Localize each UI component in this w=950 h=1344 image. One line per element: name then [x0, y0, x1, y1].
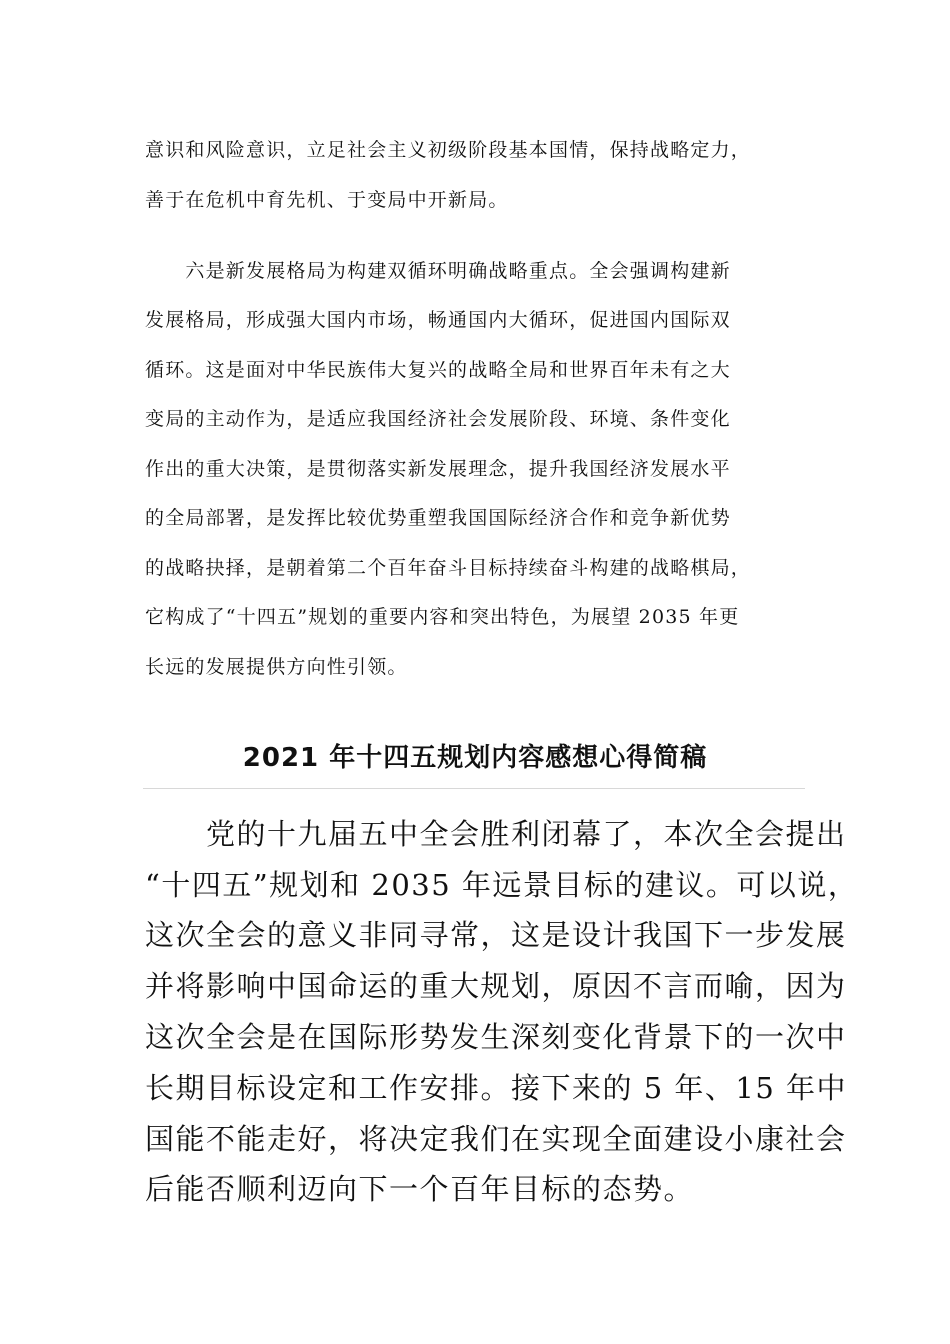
paragraph-line: 这次全会的意义非同寻常，这是设计我国下一步发展: [145, 918, 847, 952]
paragraph-line: 它构成了“十四五”规划的重要内容和突出特色，为展望 2035 年更: [145, 606, 740, 628]
title-divider: [143, 788, 805, 789]
article-title: 2021 年十四五规划内容感想心得简稿: [242, 743, 708, 773]
paragraph-line: 六是新发展格局为构建双循环明确战略重点。全会强调构建新: [145, 260, 731, 282]
paragraph-line: 变局的主动作为，是适应我国经济社会发展阶段、环境、条件变化: [145, 408, 731, 430]
paragraph-line: 意识和风险意识，立足社会主义初级阶段基本国情，保持战略定力，: [145, 139, 752, 161]
paragraph-line: 长期目标设定和工作安排。接下来的 5 年、15 年中: [145, 1071, 848, 1105]
paragraph-line: 长远的发展提供方向性引领。: [145, 656, 408, 678]
paragraph-line: 党的十九届五中全会胜利闭幕了，本次全会提出: [145, 817, 847, 851]
paragraph-line: 的战略抉择，是朝着第二个百年奋斗目标持续奋斗构建的战略棋局，: [145, 557, 752, 579]
paragraph-line: 这次全会是在国际形势发生深刻变化背景下的一次中: [145, 1020, 847, 1054]
paragraph-line: “十四五”规划和 2035 年远景目标的建议。可以说，: [145, 868, 859, 902]
paragraph-line: 善于在危机中育先机、于变局中开新局。: [145, 189, 509, 211]
paragraph-line: 国能不能走好，将决定我们在实现全面建设小康社会: [145, 1122, 847, 1156]
paragraph-line: 发展格局，形成强大国内市场，畅通国内大循环，促进国内国际双: [145, 309, 731, 331]
paragraph-line: 的全局部署，是发挥比较优势重塑我国国际经济合作和竞争新优势: [145, 507, 731, 529]
paragraph-line: 后能否顺利迈向下一个百年目标的态势。: [145, 1172, 695, 1206]
paragraph-line: 并将影响中国命运的重大规划，原因不言而喻，因为: [145, 969, 847, 1003]
paragraph-line: 循环。这是面对中华民族伟大复兴的战略全局和世界百年未有之大: [145, 359, 731, 381]
paragraph-line: 作出的重大决策，是贯彻落实新发展理念，提升我国经济发展水平: [145, 458, 731, 480]
